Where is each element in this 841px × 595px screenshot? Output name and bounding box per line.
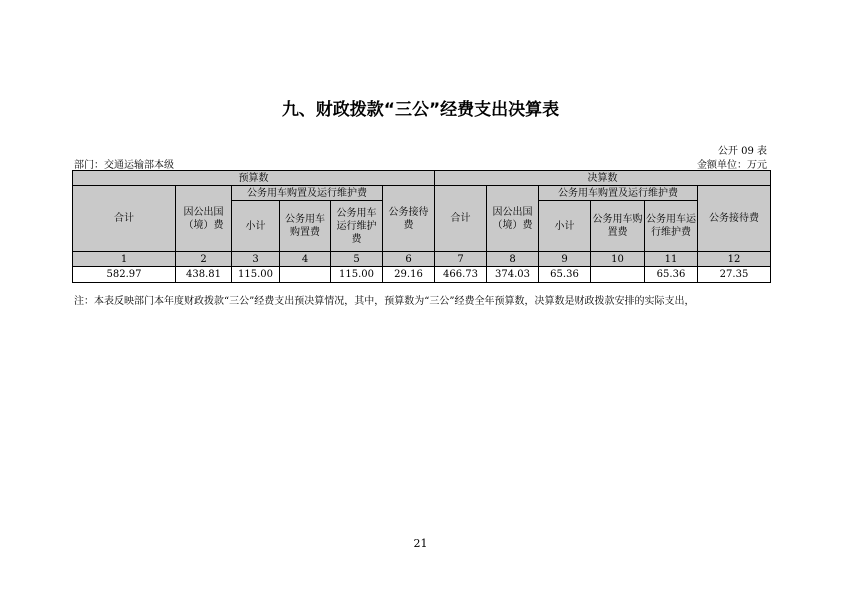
page-number: 21: [413, 537, 428, 550]
final-reception-header: 公务接待费: [698, 186, 771, 252]
final-maintenance-header: 公务用车运行维护费: [645, 201, 698, 252]
final-abroad-header: 因公出国（境）费: [487, 186, 539, 252]
final-vehicle-group-header: 公务用车购置及运行维护费: [539, 186, 698, 201]
final-reception-value: 27.35: [698, 267, 771, 283]
final-purchase-value: [591, 267, 645, 283]
budget-abroad-value: 438.81: [176, 267, 232, 283]
budget-purchase-header: 公务用车购置费: [280, 201, 331, 252]
table-note: 注：本表反映部门本年度财政拨款“三公”经费支出预决算情况，其中，预算数为“三公”经费全年预算数，决算数是财政拨款安排的实际支出，: [74, 296, 695, 307]
budget-subtotal-header: 小计: [232, 201, 280, 252]
budget-vehicle-group-header: 公务用车购置及运行维护费: [232, 186, 383, 201]
amount-unit-label: 金额单位：万元: [697, 160, 767, 171]
table-row: [73, 267, 771, 283]
department-label: 部门：交通运输部本级: [74, 160, 174, 171]
column-number: 3: [232, 252, 280, 267]
budget-maintenance-value: 115.00: [331, 267, 383, 283]
final-maintenance-value: 65.36: [645, 267, 698, 283]
budget-total-value: 582.97: [73, 267, 176, 283]
final-total-header: 合计: [435, 186, 487, 252]
budget-group-header: 预算数: [73, 171, 435, 186]
final-subtotal-value: 65.36: [539, 267, 591, 283]
three-public-expenses-table: [72, 170, 771, 283]
column-number: 2: [176, 252, 232, 267]
form-number: 公开 09 表: [717, 146, 767, 157]
page-title: 九、财政拨款“三公”经费支出决算表: [281, 100, 560, 120]
budget-total-header: 合计: [73, 186, 176, 252]
final-subtotal-header: 小计: [539, 201, 591, 252]
column-number: 1: [73, 252, 176, 267]
column-number: 9: [539, 252, 591, 267]
final-abroad-value: 374.03: [487, 267, 539, 283]
column-number: 8: [487, 252, 539, 267]
budget-reception-header: 公务接待费: [383, 186, 435, 252]
column-number: 7: [435, 252, 487, 267]
column-number: 12: [698, 252, 771, 267]
budget-abroad-header: 因公出国（境）费: [176, 186, 232, 252]
budget-maintenance-header: 公务用车运行维护费: [331, 201, 383, 252]
final-group-header: 决算数: [435, 171, 771, 186]
column-number: 5: [331, 252, 383, 267]
budget-subtotal-value: 115.00: [232, 267, 280, 283]
column-number: 6: [383, 252, 435, 267]
column-number: 11: [645, 252, 698, 267]
column-number: 10: [591, 252, 645, 267]
final-total-value: 466.73: [435, 267, 487, 283]
final-purchase-header: 公务用车购置费: [591, 201, 645, 252]
column-number: 4: [280, 252, 331, 267]
budget-reception-value: 29.16: [383, 267, 435, 283]
budget-purchase-value: [280, 267, 331, 283]
